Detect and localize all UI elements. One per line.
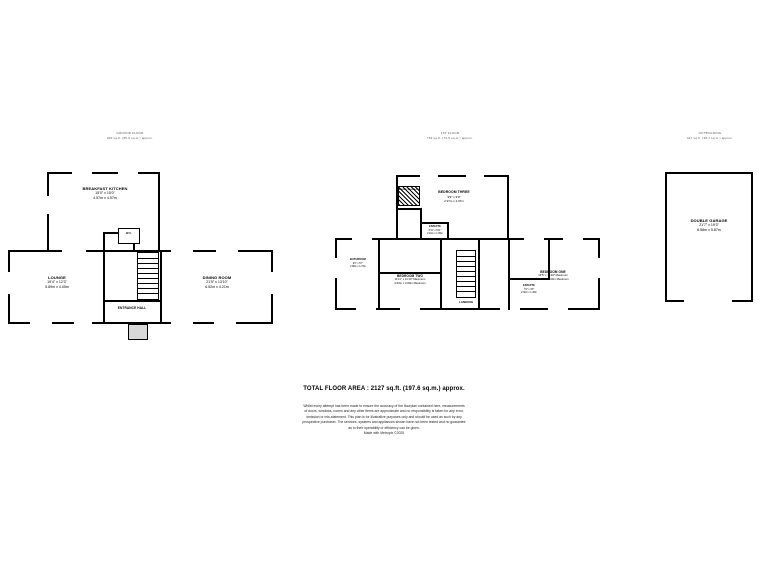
internal-wall <box>396 208 422 210</box>
floor-header-first-title: 1ST FLOOR <box>440 131 460 135</box>
window-gap <box>333 258 337 278</box>
ground-staircase <box>137 252 159 300</box>
room-label-bedroom-one: BEDROOM ONE 13'5" x 11'10" Maximum 4.10m x 3.60m Maximum <box>537 270 569 282</box>
window-gap <box>62 248 86 252</box>
window-gap <box>30 322 52 326</box>
internal-wall <box>420 208 422 240</box>
floor-header-outbuilding-area: 447 sq.ft. (38.7 sq.m.) approx. <box>686 135 734 140</box>
floor-header-first <box>395 131 505 140</box>
window-gap <box>420 173 438 177</box>
room-label-bedroom-three: BEDROOM THREE 9'9" x 9'9" 2.97m x 2.97m <box>438 190 470 203</box>
disclaimer <box>224 404 544 437</box>
disclaimer-line-5: as to their operability or efficiency can be given. <box>348 425 420 430</box>
window-gap <box>45 196 49 214</box>
window-gap <box>171 248 193 252</box>
window-gap <box>548 308 568 312</box>
room-label-bedroom-two: BEDROOM TWO 11'11" x 11'10" Maximum 3.63m x 3.60m Maximum <box>394 274 426 286</box>
window-gap <box>598 258 602 278</box>
window-gap <box>563 236 583 240</box>
disclaimer-line-1: Whilst every attempt has been made to ensure the accuracy of the floorplan contained here, measurements <box>303 404 465 408</box>
floor-header-ground-title: GROUND FLOOR <box>116 131 144 135</box>
floor-header-ground <box>75 131 185 140</box>
floor-header-first-area: 762 sq.ft. (73.5 sq.m.) approx. <box>426 135 474 140</box>
floor-header-outbuilding-title: OUTBUILDING <box>698 131 722 135</box>
room-label-landing: LANDING <box>458 300 474 304</box>
room-label-wc: W.C. <box>125 232 133 235</box>
disclaimer-line-3: omission or mis-statement. This plan is for illustrative purposes only and should be used as such by any <box>306 414 462 419</box>
window-gap <box>400 308 420 312</box>
room-label-entrance-hall: ENTRANCE HALL <box>117 306 147 310</box>
disclaimer-line-4: prospective purchaser. The services, systems and appliances shown have not been tested and no guarantee <box>302 420 466 425</box>
internal-wall <box>103 300 161 302</box>
room-label-breakfast-kitchen: BREAKFAST KITCHEN 15'0" x 15'0" 4.57m x 4.57m <box>82 186 128 201</box>
window-gap <box>72 170 92 174</box>
window-gap <box>216 248 238 252</box>
disclaimer-credit: Made with Metropix ©2025 <box>363 431 405 436</box>
room-label-ensuite-one: ENSUITE 7'6" x 4'9" 2.30m x 1.45m <box>521 284 537 294</box>
floor-header-ground-area: 920 sq.ft. (85.6 sq.m.) approx. <box>106 135 154 140</box>
room-label-double-garage: DOUBLE GARAGE 21'7" x 19'3" 6.58m x 5.87m <box>690 218 728 233</box>
window-gap <box>118 170 138 174</box>
window-gap <box>6 272 10 294</box>
window-gap <box>271 272 275 294</box>
floor-header-outbuilding <box>655 131 765 140</box>
window-gap <box>74 322 92 326</box>
room-label-ensuite-two: BATHROOM 9'6" x 5'7" 2.88m x 1.70m <box>350 258 366 268</box>
window-gap <box>500 308 520 312</box>
window-gap <box>171 322 193 326</box>
room-label-dining-room: DINING ROOM 21'5" x 13'10" 6.52m x 4.21m <box>202 275 232 290</box>
window-gap <box>214 322 236 326</box>
window-gap <box>524 236 544 240</box>
room-label-lounge: LOUNGE 19'4" x 12'3" 5.89m x 4.05m <box>45 275 69 290</box>
room-label-eaves-storage: EAVES STORAGE <box>399 189 419 191</box>
room-label-ensuite-three: ENSUITE 6'11" x 6'11" 2.10m x 1.95m <box>427 225 443 235</box>
first-staircase <box>456 250 476 298</box>
total-floor-area: TOTAL FLOOR AREA : 2127 sq.ft. (197.6 sq.m.) approx. <box>303 386 465 392</box>
ground-wc-walls <box>118 228 140 244</box>
disclaimer-line-2: of doors, windows, rooms and any other items are approximate and no responsibility is taken for any error, <box>304 409 464 414</box>
garage-walls <box>665 172 753 302</box>
window-gap <box>466 173 484 177</box>
internal-wall <box>440 238 442 310</box>
internal-wall <box>420 222 448 224</box>
window-gap <box>352 236 372 240</box>
window-gap <box>356 308 376 312</box>
internal-wall <box>160 250 162 324</box>
garage-door-gap <box>684 300 732 304</box>
internal-wall <box>508 240 510 310</box>
entrance-step <box>128 324 148 340</box>
